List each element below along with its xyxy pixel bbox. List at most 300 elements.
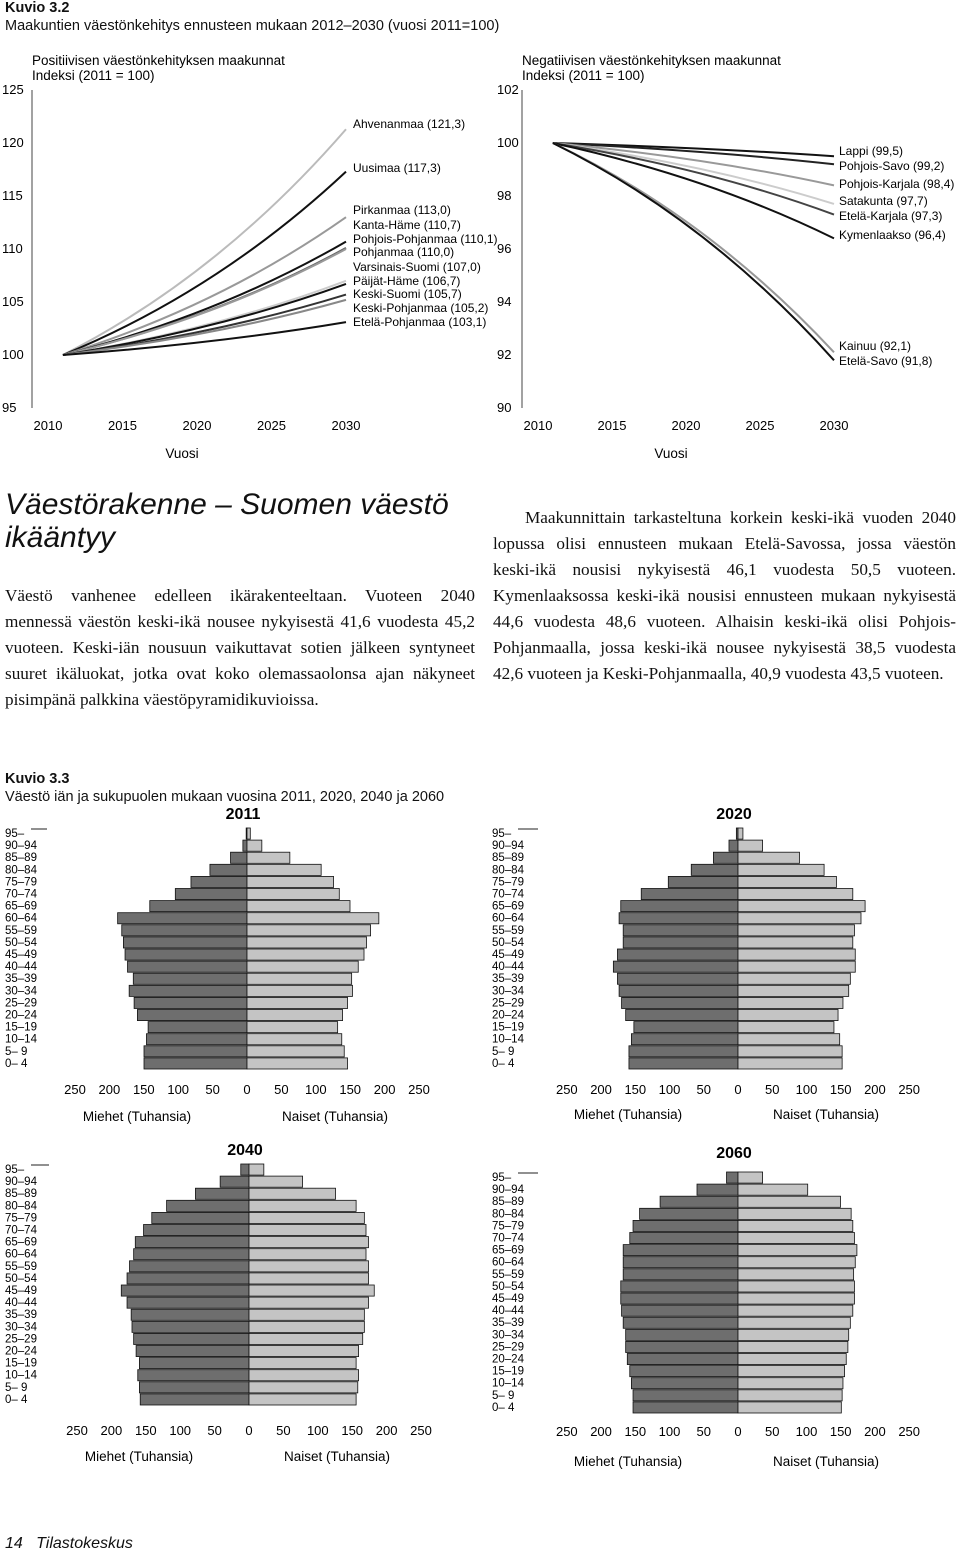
women-bar — [249, 1249, 366, 1260]
pyramid-2040 — [5, 1142, 432, 1464]
women-bar — [247, 876, 334, 887]
age-group-label: 5– 9 — [492, 1389, 515, 1402]
men-bar — [660, 1196, 738, 1207]
series-label: Kanta-Häme (110,7) — [353, 218, 461, 232]
age-group-label: 15–19 — [492, 1021, 524, 1034]
women-bar — [738, 1046, 842, 1057]
age-group-label: 55–59 — [492, 924, 524, 937]
men-bar — [629, 1058, 738, 1069]
x-tick-label: 100 — [795, 1424, 818, 1439]
men-bar — [626, 1329, 738, 1340]
men-bar — [619, 913, 738, 924]
women-bar — [249, 1261, 368, 1272]
men-bar — [139, 1358, 249, 1369]
age-group-label: 80–84 — [492, 864, 524, 877]
men-bar — [144, 1225, 249, 1236]
women-bar — [249, 1225, 366, 1236]
women-bar — [738, 1281, 854, 1292]
x-tick-label: 50 — [274, 1082, 289, 1097]
chart-subtitle: Positiivisen väestönkehityksen maakunnat — [32, 53, 285, 68]
y-tick-label: 92 — [497, 347, 512, 362]
age-group-label: 35–39 — [5, 1309, 37, 1322]
women-bar — [247, 889, 339, 900]
x-tick-label: 100 — [304, 1082, 327, 1097]
x-tick-label: 250 — [555, 1424, 578, 1439]
y-tick-label: 94 — [497, 294, 512, 309]
x-tick-label: 200 — [590, 1424, 612, 1439]
men-axis-label: Miehet (Tuhansia) — [573, 1454, 683, 1469]
women-bar — [249, 1370, 359, 1381]
x-tick-label: 100 — [306, 1423, 329, 1438]
men-bar — [132, 1321, 249, 1332]
x-tick-label: 2015 — [108, 418, 137, 433]
men-bar — [713, 852, 738, 863]
age-group-label: 65–69 — [5, 900, 37, 913]
women-bar — [738, 876, 836, 887]
women-bar — [247, 949, 364, 960]
women-bar — [738, 1317, 850, 1328]
women-bar — [738, 1208, 851, 1219]
men-bar — [121, 1285, 249, 1296]
men-bar — [627, 1354, 738, 1365]
men-bar — [140, 1394, 249, 1405]
age-group-label: 40–44 — [5, 961, 37, 974]
age-group-label: 85–89 — [5, 1188, 37, 1201]
women-bar — [738, 1257, 855, 1268]
x-tick-label: 150 — [829, 1424, 852, 1439]
x-tick-label: 200 — [590, 1082, 612, 1097]
age-group-label: 60–64 — [5, 1248, 37, 1261]
age-group-label: 55–59 — [5, 1260, 37, 1273]
age-group-label: 40–44 — [492, 961, 524, 974]
series-label: Kainuu (92,1) — [839, 339, 912, 353]
men-bar — [134, 997, 247, 1008]
age-group-label: 20–24 — [5, 1009, 37, 1022]
men-bar — [623, 1269, 738, 1280]
men-bar — [130, 1261, 249, 1272]
women-bar — [249, 1346, 359, 1357]
men-bar — [135, 1237, 249, 1248]
figure-3-3-title: Väestö iän ja sukupuolen mukaan vuosina 2011, 2020, 2040 ja 2060 — [5, 789, 445, 805]
series-label: Pohjois-Karjala (98,4) — [839, 177, 955, 191]
men-bar — [727, 1172, 738, 1183]
age-group-label: 0– 4 — [492, 1057, 515, 1070]
women-bar — [738, 1010, 838, 1021]
men-bar — [125, 949, 247, 960]
y-axis-label: Indeksi (2011 = 100) — [522, 68, 645, 83]
age-group-label: 10–14 — [5, 1033, 37, 1046]
x-tick-label: 2030 — [819, 418, 849, 433]
men-bar — [631, 1034, 738, 1045]
age-group-label: 45–49 — [492, 949, 524, 961]
men-bar — [634, 1022, 738, 1033]
body-paragraph-right: Maakunnittain tarkasteltuna korkein keski-ikä vuoden 2040 lopussa olisi ennusteen mukaan Etelä-Savossa, jossa väestön keski-ikä nousisi nykyisestä 46,1 vuodesta 50,5 vuoteen. Kymenlaaksossa keski-ikä nousisi ennusteen mukaan nykyisestä 44,6 vuodesta 48,6 vuoteen. Alhaisin keski-ikä olisi Pohjois-Pohjanmaalla, jossa keski-ikä nousee nykyisestä 38,5 vuodesta 42,6 vuoteen ja Keski-Pohjanmaalla, 40,9 vuodesta 43,5 vuoteen. — [493, 508, 956, 683]
men-bar — [633, 1390, 738, 1401]
women-bar — [738, 1058, 842, 1069]
men-bar — [623, 1257, 738, 1268]
men-bar — [150, 901, 247, 912]
women-axis-label: Naiset (Tuhansia) — [772, 1107, 880, 1122]
men-bar — [148, 1022, 247, 1033]
men-bar — [137, 1010, 247, 1021]
x-tick-label: 250 — [408, 1082, 430, 1097]
age-group-label: 95– — [5, 828, 25, 840]
x-axis-label: Vuosi — [165, 446, 199, 461]
men-bar — [623, 1317, 738, 1328]
women-bar — [247, 925, 371, 936]
x-tick-label: 2010 — [33, 418, 63, 433]
y-tick-label: 100 — [2, 347, 24, 362]
men-bar — [622, 1305, 738, 1316]
men-bar — [626, 1010, 738, 1021]
women-bar — [738, 1402, 841, 1413]
pyramid-2060 — [492, 1145, 920, 1469]
women-bar — [738, 1390, 842, 1401]
women-bar — [249, 1297, 368, 1308]
women-bar — [738, 1305, 853, 1316]
y-tick-label: 120 — [2, 135, 24, 150]
men-bar — [633, 1402, 738, 1413]
men-bar — [623, 1245, 738, 1256]
series-label: Keski-Pohjanmaa (105,2) — [353, 301, 489, 315]
women-bar — [738, 1196, 841, 1207]
age-group-label: 20–24 — [5, 1345, 37, 1358]
men-axis-label: Miehet (Tuhansia) — [82, 1109, 192, 1124]
age-group-label: 70–74 — [5, 1224, 37, 1237]
women-bar — [249, 1200, 356, 1211]
age-group-label: 45–49 — [5, 1285, 37, 1297]
age-group-label: 20–24 — [492, 1353, 524, 1366]
x-tick-label: 2025 — [257, 418, 286, 433]
age-group-label: 15–19 — [5, 1357, 37, 1370]
women-axis-label: Naiset (Tuhansia) — [283, 1449, 391, 1464]
women-bar — [249, 1333, 363, 1344]
x-tick-label: 50 — [207, 1423, 222, 1438]
women-bar — [738, 1172, 763, 1183]
women-bar — [249, 1188, 336, 1199]
age-group-label: 90–94 — [5, 1176, 37, 1189]
women-bar — [738, 937, 853, 948]
men-bar — [144, 1046, 247, 1057]
series-label: Kymenlaakso (96,4) — [839, 228, 946, 242]
women-bar — [247, 1034, 342, 1045]
age-group-label: 70–74 — [5, 888, 37, 901]
women-bar — [738, 1022, 834, 1033]
section-heading: Väestörakenne – Suomen väestö ikääntyy — [5, 488, 449, 554]
men-bar — [640, 1208, 738, 1219]
men-bar — [691, 864, 738, 875]
women-bar — [247, 840, 262, 851]
age-group-label: 75–79 — [492, 876, 524, 889]
men-bar — [623, 925, 738, 936]
men-bar — [613, 961, 738, 972]
age-group-label: 5– 9 — [5, 1381, 28, 1394]
age-group-label: 60–64 — [492, 1256, 524, 1269]
men-bar — [697, 1184, 738, 1195]
age-group-label: 50–54 — [5, 1272, 37, 1285]
age-group-label: 85–89 — [5, 852, 37, 865]
women-bar — [738, 864, 824, 875]
x-tick-label: 100 — [658, 1424, 681, 1439]
age-group-label: 25–29 — [492, 1341, 524, 1354]
series-label: Satakunta (97,7) — [839, 194, 928, 208]
figure-3-3-label: Kuvio 3.3 — [5, 771, 70, 787]
age-group-label: 0– 4 — [5, 1057, 28, 1070]
women-bar — [249, 1309, 364, 1320]
x-axis-label: Vuosi — [654, 446, 688, 461]
age-group-label: 45–49 — [492, 1293, 524, 1305]
men-bar — [623, 937, 738, 948]
page-footer — [5, 1535, 133, 1553]
women-bar — [738, 901, 865, 912]
x-tick-label: 2020 — [671, 418, 701, 433]
page-number: 14 — [5, 1535, 23, 1552]
age-group-label: 50–54 — [492, 1280, 524, 1293]
men-bar — [241, 1164, 249, 1175]
men-bar — [231, 852, 247, 863]
y-tick-label: 115 — [2, 188, 23, 203]
men-bar — [621, 1293, 738, 1304]
y-tick-label: 105 — [2, 294, 24, 309]
age-group-label: 45–49 — [5, 949, 37, 961]
x-tick-label: 200 — [373, 1082, 396, 1097]
men-bar — [139, 1382, 249, 1393]
women-bar — [247, 1010, 343, 1021]
men-bar — [626, 1341, 738, 1352]
women-bar — [247, 937, 366, 948]
women-bar — [738, 1354, 846, 1365]
publisher-name: Tilastokeskus — [36, 1535, 133, 1552]
age-group-label: 85–89 — [492, 1196, 524, 1209]
women-bar — [738, 925, 854, 936]
women-bar — [738, 1034, 840, 1045]
series-label: Etelä-Pohjanmaa (103,1) — [353, 315, 487, 329]
x-tick-label: 150 — [134, 1423, 157, 1438]
series-label: Pohjois-Pohjanmaa (110,1) — [353, 232, 498, 246]
women-bar — [738, 973, 850, 984]
figure-3-2-title: Maakuntien väestönkehitys ennusteen mukaan 2012–2030 (vuosi 2011=100) — [5, 18, 500, 34]
age-group-label: 40–44 — [492, 1305, 524, 1318]
women-bar — [247, 913, 379, 924]
men-bar — [191, 876, 247, 887]
age-group-label: 40–44 — [5, 1297, 37, 1310]
age-group-label: 5– 9 — [492, 1045, 515, 1058]
age-group-label: 10–14 — [5, 1369, 37, 1382]
women-bar — [738, 1269, 854, 1280]
women-bar — [738, 1366, 845, 1377]
x-tick-label: 200 — [375, 1423, 398, 1438]
age-group-label: 65–69 — [492, 1244, 524, 1257]
age-group-label: 5– 9 — [5, 1045, 28, 1058]
series-label: Etelä-Savo (91,8) — [839, 354, 933, 368]
women-bar — [738, 852, 800, 863]
body-paragraph-left: Väestö vanhenee edelleen ikärakenteeltaan. Vuoteen 2040 mennessä väestön keski-ikä nousee nykyisestä 41,6 vuodesta 45,2 vuoteen. Keski-iän nousuun vaikuttavat sotien jälkeen syntyneet suuret ikäluokat, jotka ovat koko olemassaolonsa ajan näkyneet pisimpänä palkkina väestöpyramidikuvioissa. — [5, 586, 475, 709]
x-tick-label: 100 — [169, 1423, 192, 1438]
x-tick-label: 250 — [898, 1082, 921, 1097]
x-tick-label: 250 — [64, 1082, 86, 1097]
series-label: Varsinais-Suomi (107,0) — [353, 260, 481, 274]
pyramid-year-title: 2011 — [225, 806, 261, 823]
x-tick-label: 50 — [696, 1082, 711, 1097]
men-bar — [134, 1249, 249, 1260]
men-bar — [127, 1297, 249, 1308]
women-bar — [738, 1378, 843, 1389]
x-tick-label: 50 — [765, 1424, 780, 1439]
x-tick-label: 250 — [410, 1423, 432, 1438]
men-bar — [220, 1176, 249, 1187]
x-tick-label: 0 — [734, 1424, 742, 1439]
series-label: Ahvenanmaa (121,3) — [353, 117, 466, 131]
x-tick-label: 250 — [66, 1423, 88, 1438]
women-bar — [738, 889, 853, 900]
women-bar — [249, 1358, 356, 1369]
men-bar — [729, 840, 738, 851]
age-group-label: 75–79 — [492, 1220, 524, 1233]
women-bar — [738, 1220, 853, 1231]
men-bar — [129, 985, 247, 996]
women-bar — [249, 1382, 358, 1393]
x-tick-label: 50 — [276, 1423, 291, 1438]
x-tick-label: 0 — [734, 1082, 742, 1097]
x-tick-label: 2020 — [182, 418, 212, 433]
series-label: Pohjois-Savo (99,2) — [839, 159, 945, 173]
men-bar — [131, 1309, 249, 1320]
age-group-label: 30–34 — [5, 985, 37, 998]
series-label: Lappi (99,5) — [839, 144, 904, 158]
age-group-label: 60–64 — [5, 912, 37, 925]
men-bar — [621, 901, 738, 912]
age-group-label: 30–34 — [492, 985, 524, 998]
men-bar — [617, 949, 738, 960]
men-bar — [152, 1212, 249, 1223]
pyramid-year-title: 2020 — [716, 806, 752, 823]
y-tick-label: 96 — [497, 241, 512, 256]
age-group-label: 65–69 — [5, 1236, 37, 1249]
x-tick-label: 2030 — [331, 418, 361, 433]
pyramid-2011 — [5, 806, 430, 1124]
age-group-label: 90–94 — [492, 840, 524, 853]
age-group-label: 75–79 — [5, 876, 37, 889]
age-group-label: 35–39 — [492, 1317, 524, 1330]
men-bar — [146, 1034, 247, 1045]
men-bar — [243, 840, 247, 851]
age-group-label: 95– — [492, 1172, 512, 1184]
women-bar — [738, 1329, 849, 1340]
y-tick-label: 102 — [497, 82, 519, 97]
men-bar — [195, 1188, 249, 1199]
y-axis-label: Indeksi (2011 = 100) — [32, 68, 155, 83]
men-bar — [127, 1273, 249, 1284]
age-group-label: 95– — [5, 1164, 25, 1176]
men-axis-label: Miehet (Tuhansia) — [573, 1107, 683, 1122]
men-bar — [133, 973, 247, 984]
x-tick-label: 250 — [898, 1424, 921, 1439]
men-bar — [136, 1346, 249, 1357]
x-tick-label: 2015 — [597, 418, 627, 433]
women-bar — [738, 949, 855, 960]
women-bar — [247, 997, 348, 1008]
age-group-label: 35–39 — [5, 973, 37, 986]
age-group-label: 80–84 — [5, 864, 37, 877]
x-tick-label: 150 — [132, 1082, 155, 1097]
men-bar — [633, 1220, 738, 1231]
men-bar — [621, 1281, 738, 1292]
age-group-label: 90–94 — [5, 840, 37, 853]
series-label: Päijät-Häme (106,7) — [353, 274, 461, 288]
age-group-label: 60–64 — [492, 912, 524, 925]
age-group-label: 15–19 — [5, 1021, 37, 1034]
men-bar — [118, 913, 247, 924]
age-group-label: 10–14 — [492, 1033, 524, 1046]
age-group-label: 55–59 — [5, 924, 37, 937]
x-tick-label: 50 — [765, 1082, 780, 1097]
age-group-label: 70–74 — [492, 888, 524, 901]
y-tick-label: 110 — [2, 241, 23, 256]
men-bar — [630, 1233, 738, 1244]
x-tick-label: 100 — [795, 1082, 818, 1097]
age-group-label: 35–39 — [492, 973, 524, 986]
women-bar — [249, 1164, 264, 1175]
y-tick-label: 95 — [2, 400, 17, 415]
x-tick-label: 0 — [245, 1423, 253, 1438]
men-bar — [122, 925, 247, 936]
men-bar — [144, 1058, 247, 1069]
women-bar — [249, 1237, 368, 1248]
x-tick-label: 0 — [243, 1082, 251, 1097]
men-bar — [138, 1370, 249, 1381]
series-label: Uusimaa (117,3) — [353, 161, 441, 175]
age-group-label: 80–84 — [492, 1208, 524, 1221]
age-group-label: 95– — [492, 828, 512, 840]
women-bar — [247, 1022, 338, 1033]
age-group-label: 20–24 — [492, 1009, 524, 1022]
women-bar — [247, 1046, 344, 1057]
series-label: Pirkanmaa (113,0) — [353, 203, 451, 217]
y-tick-label: 125 — [2, 82, 24, 97]
x-tick-label: 150 — [829, 1082, 852, 1097]
y-tick-label: 100 — [497, 135, 519, 150]
women-bar — [738, 840, 763, 851]
women-axis-label: Naiset (Tuhansia) — [772, 1454, 880, 1469]
age-group-label: 30–34 — [5, 1321, 37, 1334]
men-bar — [668, 876, 738, 887]
x-tick-label: 150 — [624, 1082, 647, 1097]
women-bar — [249, 1176, 303, 1187]
men-bar — [134, 1333, 249, 1344]
series-label: Etelä-Karjala (97,3) — [839, 209, 943, 223]
age-group-label: 90–94 — [492, 1184, 524, 1197]
age-group-label: 0– 4 — [5, 1393, 28, 1406]
women-bar — [249, 1394, 356, 1405]
women-bar — [738, 913, 861, 924]
women-bar — [247, 1058, 348, 1069]
pyramid-year-title: 2060 — [716, 1145, 752, 1162]
women-bar — [738, 1341, 848, 1352]
age-group-label: 30–34 — [492, 1329, 524, 1342]
age-group-label: 80–84 — [5, 1200, 37, 1213]
age-group-label: 25–29 — [5, 997, 37, 1010]
age-group-label: 25–29 — [5, 1333, 37, 1346]
women-bar — [247, 973, 352, 984]
x-tick-label: 250 — [555, 1082, 578, 1097]
men-bar — [210, 864, 247, 875]
age-group-label: 55–59 — [492, 1268, 524, 1281]
age-group-label: 50–54 — [5, 936, 37, 949]
age-group-label: 50–54 — [492, 936, 524, 949]
pyramid-year-title: 2040 — [227, 1142, 263, 1159]
x-tick-label: 50 — [696, 1424, 711, 1439]
women-bar — [249, 1212, 364, 1223]
